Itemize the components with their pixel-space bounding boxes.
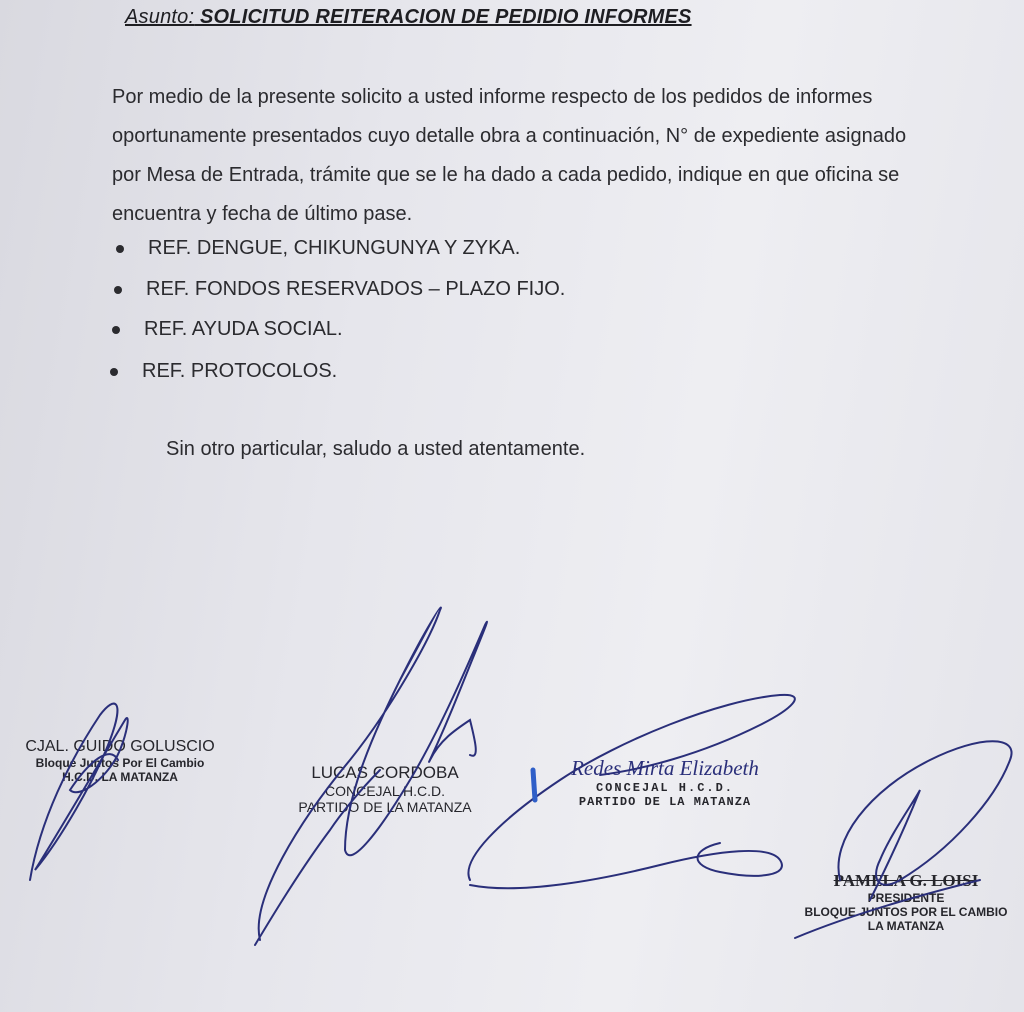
signature-goluscio: [30, 704, 128, 880]
signer-name: LUCAS CORDOBA: [311, 763, 459, 782]
signer-role: PRESIDENTE: [867, 891, 945, 905]
list-item: REF. AYUDA SOCIAL.: [112, 318, 343, 341]
bullet-icon: [116, 245, 124, 253]
bullet-icon: [110, 368, 118, 376]
body-paragraph-block: [112, 78, 917, 234]
signer-role: PARTIDO DE LA MATANZA: [298, 799, 472, 815]
signer-role: PARTIDO DE LA MATANZA: [578, 795, 752, 809]
ink-mark: [533, 770, 535, 800]
signer-redes-mirta: [545, 756, 785, 809]
signer-name: CJAL. GUIDO GOLUSCIO: [25, 738, 215, 755]
signer-role: CONCEJAL H.C.D.: [595, 781, 735, 795]
list-item: REF. PROTOCOLOS.: [110, 360, 337, 383]
subject-line: [125, 6, 692, 29]
signer-role: H.C.D. LA MATANZA: [62, 770, 178, 784]
signer-role: CONCEJAL H.C.D.: [324, 783, 446, 799]
subject-title: SOLICITUD REITERACION DE PEDIDIO INFORMES: [200, 6, 692, 28]
closing-line: Sin otro particular, saludo a usted atentamente.: [166, 438, 586, 460]
subject-label: Asunto:: [125, 6, 195, 28]
bullet-icon: [112, 326, 120, 334]
signer-role: Bloque Juntos Por El Cambio: [35, 756, 205, 770]
list-item: REF. DENGUE, CHIKUNGUNYA Y ZYKA.: [116, 237, 520, 260]
signer-name: PAMELA G. LOISI: [833, 871, 979, 890]
signer-role: LA MATANZA: [867, 919, 945, 933]
signer-guido-goluscio: [10, 738, 230, 784]
signer-lucas-cordoba: [270, 763, 500, 815]
signer-role: BLOQUE JUNTOS POR EL CAMBIO: [804, 905, 1008, 919]
list-item: REF. FONDOS RESERVADOS – PLAZO FIJO.: [114, 278, 565, 301]
signer-pamela-loisi: [790, 871, 1022, 933]
body-paragraph: Por medio de la presente solicito a usted informe respecto de los pedidos de informes oportunamente presentados cuyo detalle obra a continuación, N° de expediente asignado por Mesa de Entrada, trámite que se le ha dado a cada pedido, indique en que oficina se encuentra y fecha de último pase.: [112, 86, 907, 225]
bullet-icon: [114, 286, 122, 294]
signer-name: Redes Mirta Elizabeth: [571, 756, 759, 780]
